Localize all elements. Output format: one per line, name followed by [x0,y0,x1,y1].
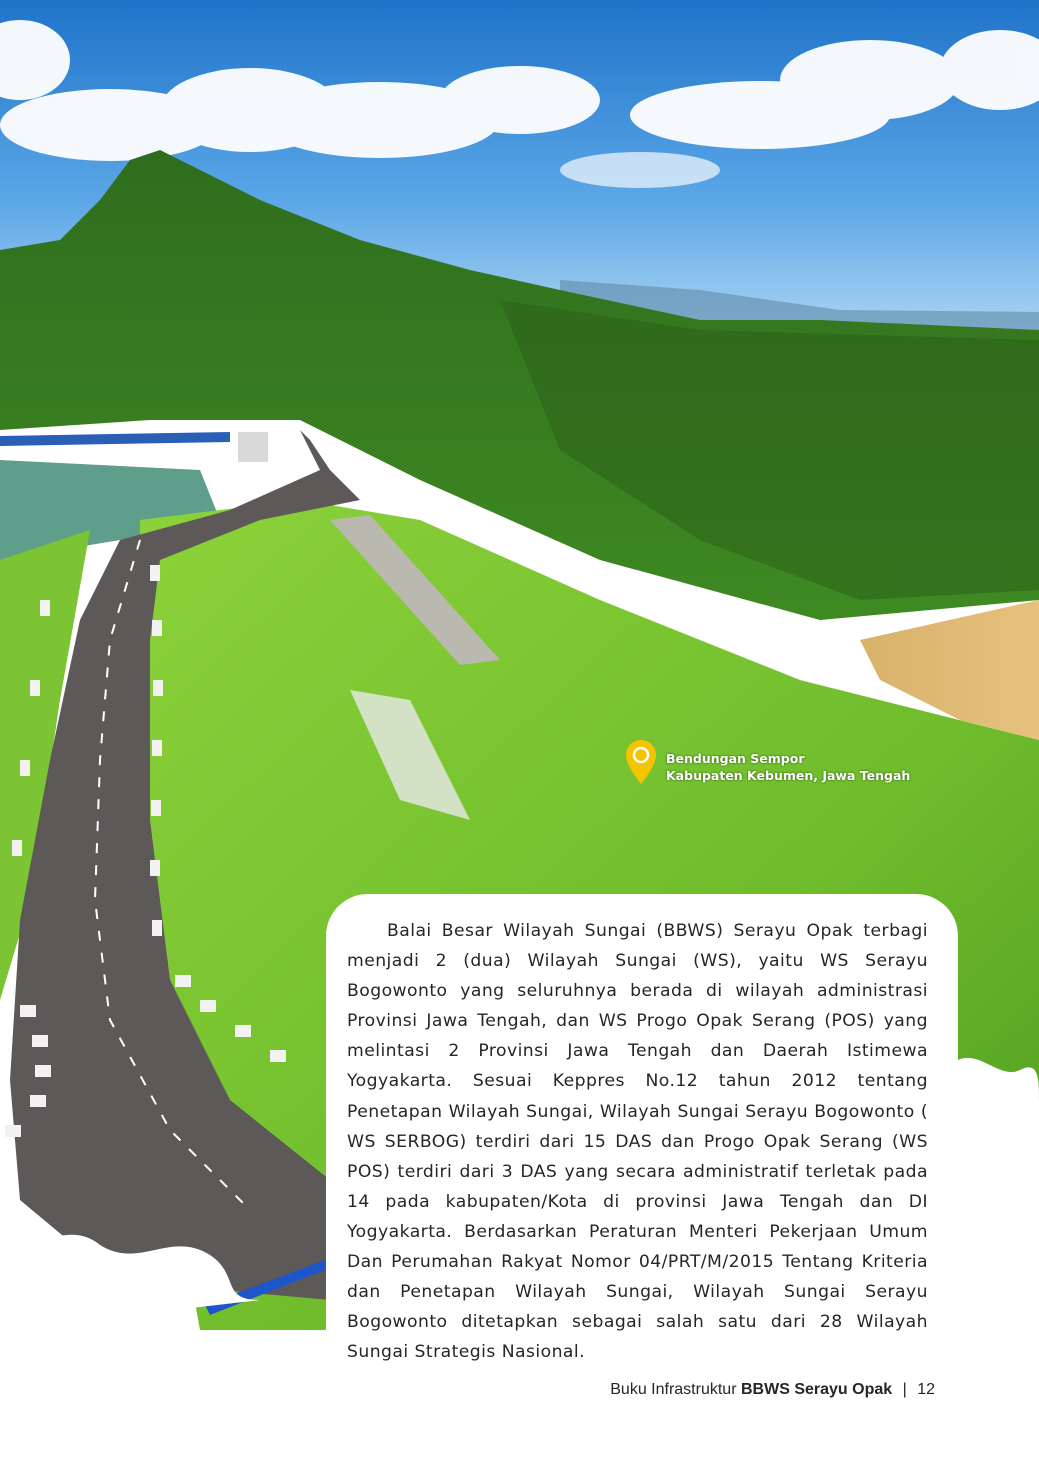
caption-dam-name: Bendungan Sempor [666,751,805,766]
splash-shape-right [958,1058,1039,1330]
footer-separator: | [902,1381,907,1398]
photo-caption [666,750,910,784]
body-paragraph: Balai Besar Wilayah Sungai (BBWS) Serayu Opak terbagi menjadi 2 (dua) Wilayah Sungai (WS), yaitu WS Serayu Bogowonto yang seluruhnya berada di wilayah administrasi Provinsi Jawa Tengah, dan WS Progo Opak Serang (POS) yang melintasi 2 Provinsi Jawa Tengah dan Daerah Istimewa Yogyakarta. Sesuai Keppres No.12 tahun 2012 tentang Penetapan Wilayah Sungai, Wilayah Sungai Serayu Bogowonto ( WS SERBOG) terdiri dari 15 DAS dan Progo Opak Serang (WS POS) terdiri dari 3 DAS yang secara administratif terletak pada 14 pada kabupaten/Kota di provinsi Jawa Tengah dan DI Yogyakarta. Berdasarkan Peraturan Menteri Pekerjaan Umum Dan Perumahan Rakyat Nomor 04/PRT/M/2015 Tentang Kriteria dan Penetapan Wilayah Sungai, Wilayah Sungai Serayu Bogowonto ditetapkan sebagai salah satu dari 28 Wilayah Sungai Strategis Nasional. [347,921,928,1363]
page-number: 12 [917,1381,935,1398]
footer-prefix: Buku Infrastruktur [610,1381,737,1398]
page-footer [610,1381,935,1399]
caption-location: Kabupaten Kebumen, Jawa Tengah [666,768,911,783]
footer-brand: BBWS Serayu Opak [740,1381,893,1398]
gate-house [238,432,268,462]
blue-bridge [0,432,230,446]
text-card [326,894,958,1363]
forest-shade [500,300,1039,600]
location-pin-icon [624,738,658,786]
